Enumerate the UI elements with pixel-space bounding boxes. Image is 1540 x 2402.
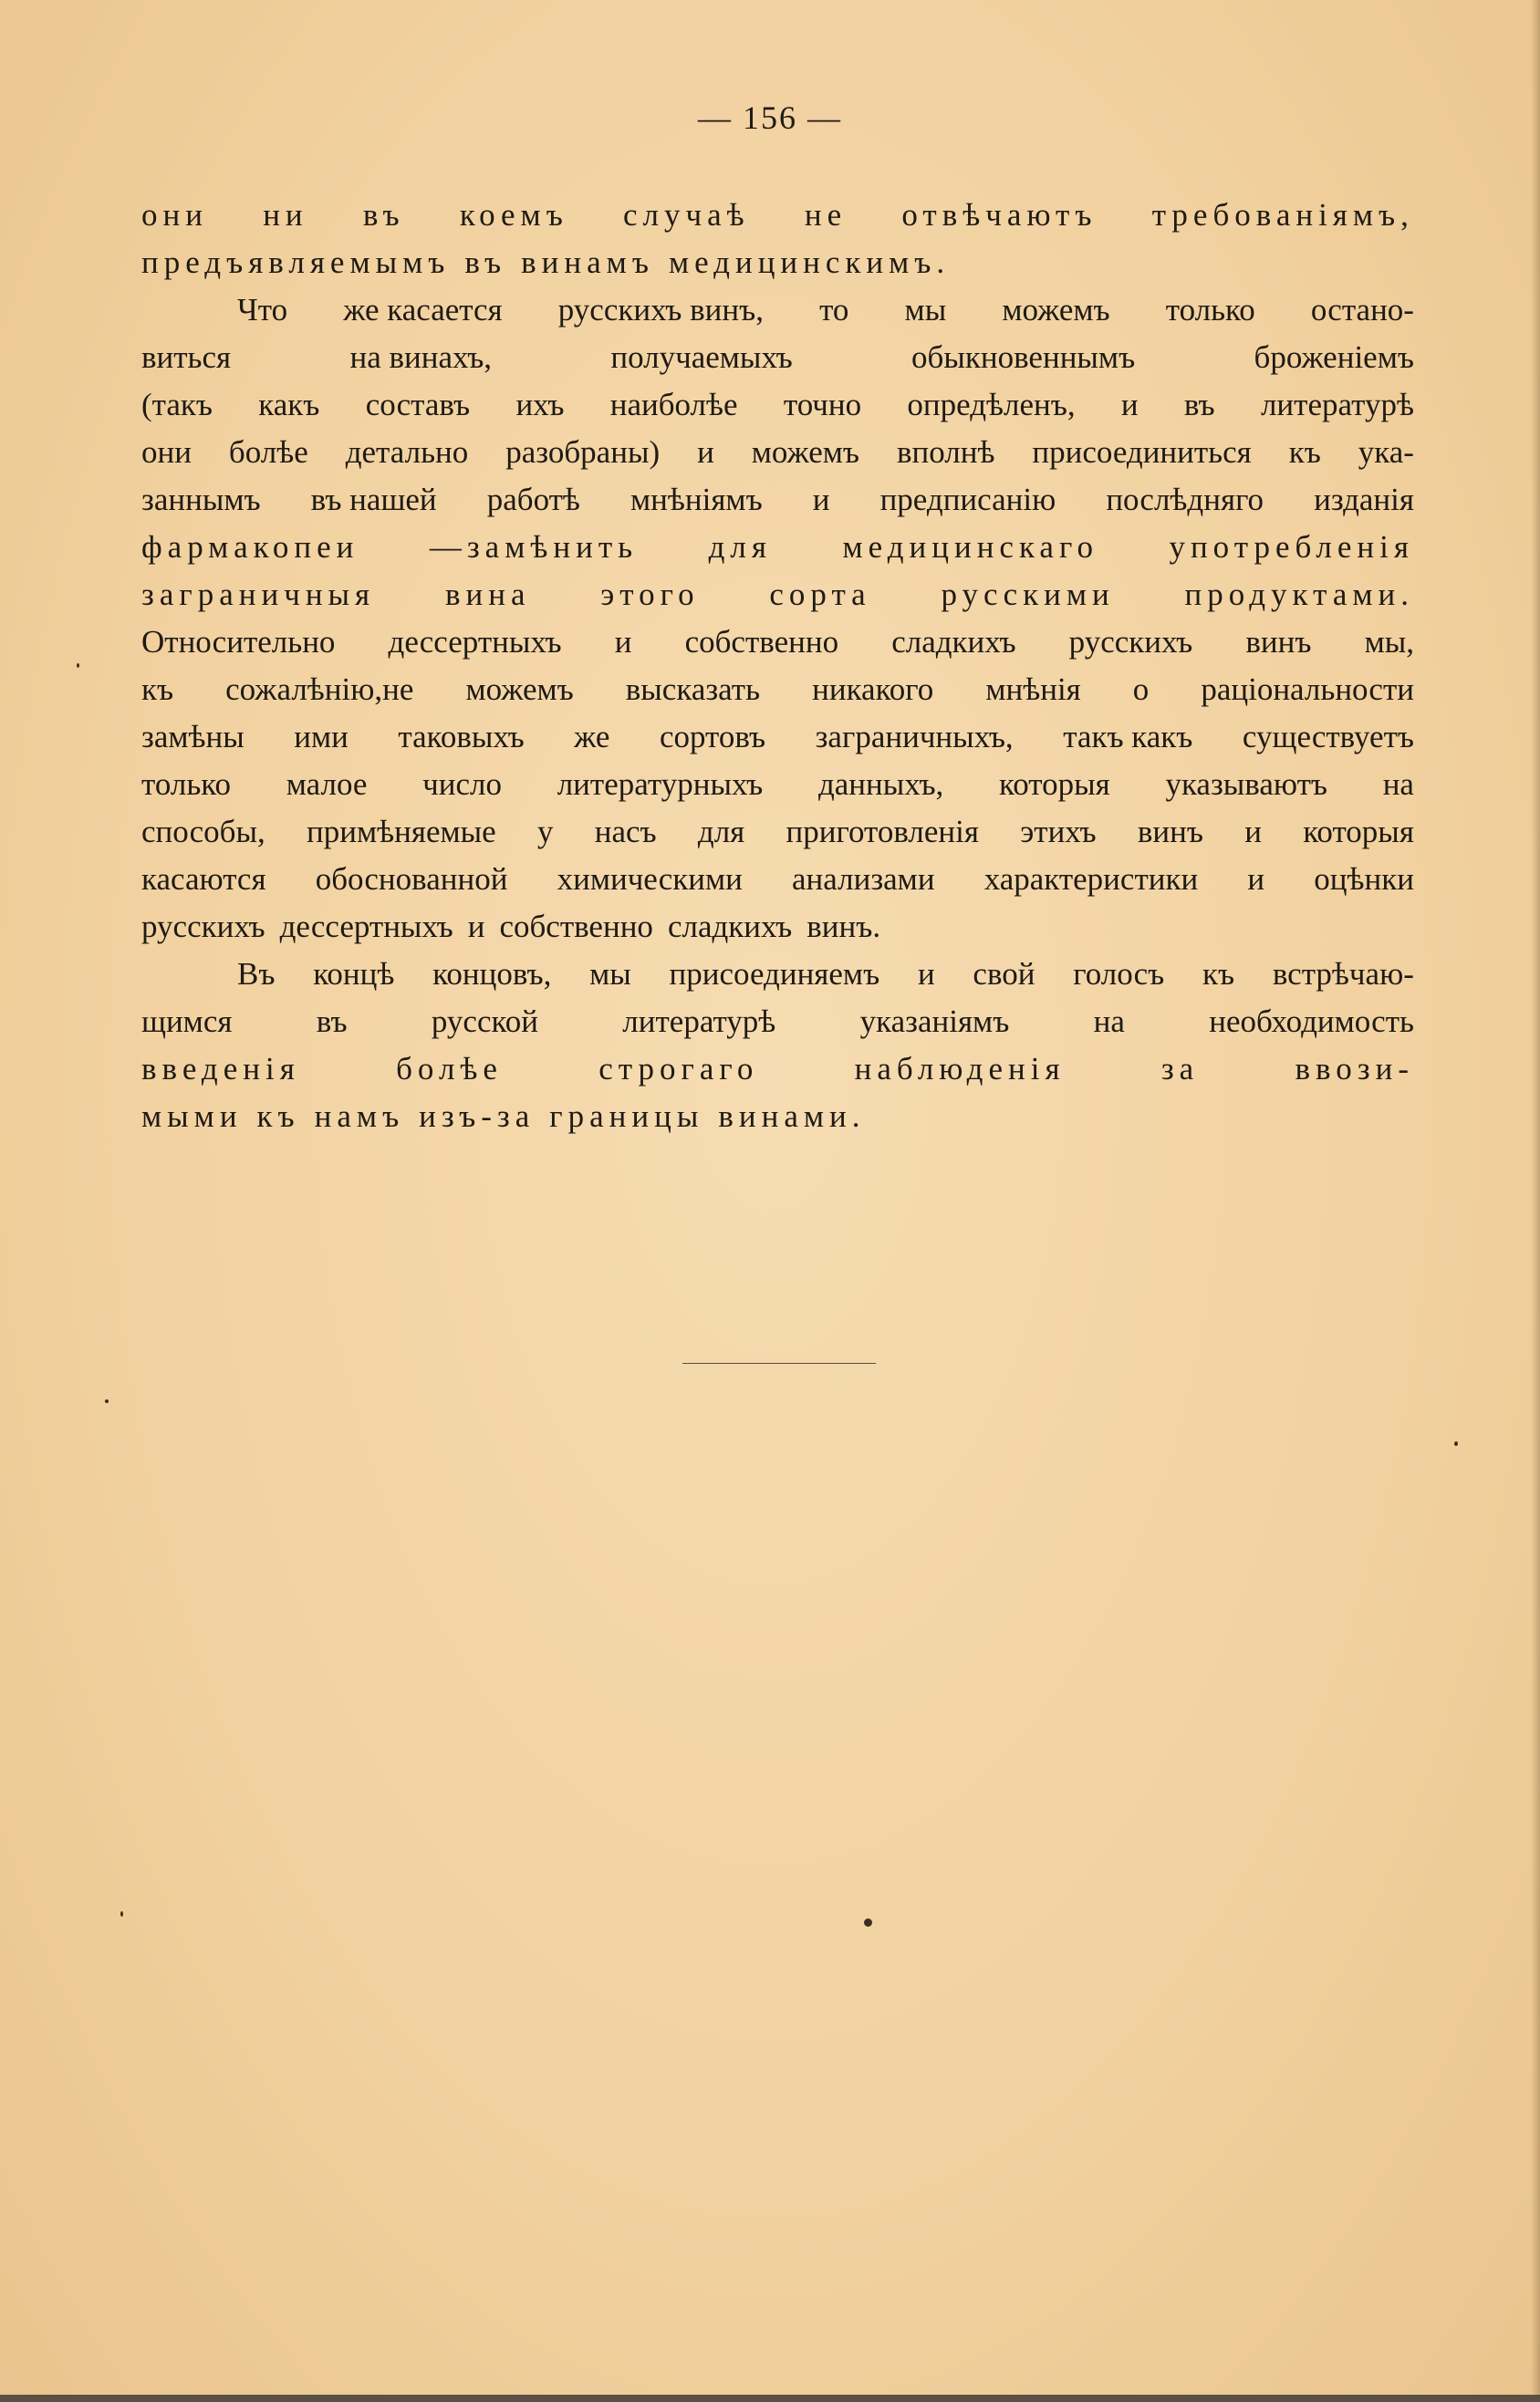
word: границы (549, 1098, 704, 1134)
word: русской (431, 1003, 538, 1039)
word: заграничныя (141, 577, 376, 612)
word: голосъ (1073, 956, 1165, 992)
text-line (141, 239, 1414, 286)
word: анализами (792, 861, 935, 897)
text-line (141, 761, 1414, 808)
text-line (141, 713, 1414, 761)
word: литературѣ (622, 1003, 776, 1039)
word: такъ какъ (1063, 719, 1193, 754)
word: мнѣніямъ (630, 482, 763, 517)
word: насъ (594, 814, 657, 849)
word: обыкновеннымъ (911, 339, 1136, 375)
word: ука- (1358, 434, 1414, 470)
word: броженіемъ (1254, 339, 1414, 375)
ink-speck (77, 663, 79, 668)
word: русскими (941, 577, 1115, 612)
word: на (1382, 766, 1414, 802)
ink-speck (1454, 1441, 1458, 1446)
word: болѣе (396, 1051, 503, 1087)
word: винами. (718, 1098, 866, 1134)
word: къ (1288, 434, 1321, 470)
word: таковыхъ (398, 719, 525, 754)
word: русскихъ (141, 909, 265, 944)
word: мыми (141, 1098, 243, 1134)
word: и (812, 482, 830, 517)
word: изданія (1314, 482, 1414, 517)
word: введенія (141, 1051, 300, 1087)
word: данныхъ, (817, 766, 944, 802)
word: сорта (769, 577, 871, 612)
text-line (141, 524, 1414, 571)
word: приготовленія (786, 814, 979, 849)
text-line (141, 619, 1414, 666)
word: только (141, 766, 232, 802)
word: химическими (557, 861, 743, 897)
word: дессертныхъ (388, 624, 562, 660)
word: они (141, 434, 192, 470)
word: способы, (141, 814, 265, 849)
text-line (141, 903, 1414, 951)
word: изъ-за (419, 1098, 536, 1134)
word: вина (444, 577, 531, 612)
word: мы, (1364, 624, 1414, 660)
word: точно (783, 387, 862, 422)
word: они (141, 197, 208, 233)
word: болѣе (228, 434, 308, 470)
word: дессертныхъ (279, 909, 453, 944)
text-line (141, 429, 1414, 476)
word: же (574, 719, 610, 754)
word: мы (904, 292, 947, 328)
word: сладкихъ (891, 624, 1016, 660)
word: отвѣчаютъ (901, 197, 1098, 233)
word: то (819, 292, 849, 328)
word: винъ (1245, 624, 1312, 660)
word: медицинскаго (842, 529, 1098, 565)
word: разобраны) (505, 434, 661, 470)
word: существуетъ (1242, 719, 1414, 754)
word: въ (316, 1003, 348, 1039)
word: концовъ, (432, 956, 552, 992)
word: случаѣ (623, 197, 750, 233)
word: указываютъ (1165, 766, 1327, 802)
word: фармакопеи (141, 529, 359, 565)
text-line (141, 666, 1414, 713)
word: заннымъ (141, 482, 261, 517)
word: которыя (1303, 814, 1414, 849)
text-line (141, 808, 1414, 856)
word: какъ (258, 387, 320, 422)
word: въ (1183, 387, 1215, 422)
word: малое (286, 766, 368, 802)
word: сожалѣнію,не (225, 671, 414, 707)
word: наиболѣе (609, 387, 738, 422)
word: ни (263, 197, 308, 233)
word: и (467, 909, 485, 944)
page-number: — 156 — (698, 99, 842, 136)
word: не (804, 197, 848, 233)
ink-speck (864, 1918, 872, 1927)
word: о (1132, 671, 1150, 707)
word: мы (589, 956, 631, 992)
page-edge-shadow (1531, 0, 1540, 2402)
word: въ (362, 197, 405, 233)
word: касаются (141, 861, 266, 897)
word: намъ (314, 1098, 405, 1134)
word: предъявляемымъ (141, 244, 451, 280)
word: —замѣнить (429, 529, 639, 565)
word: сортовъ (659, 719, 766, 754)
word: (такъ (141, 387, 213, 422)
word: наблюденія (854, 1051, 1066, 1087)
word: этихъ (1020, 814, 1097, 849)
word: Относительно (141, 624, 336, 660)
word: заграничныхъ, (815, 719, 1014, 754)
text-line (141, 286, 1414, 334)
word: характеристики (983, 861, 1199, 897)
word: концѣ (313, 956, 395, 992)
word: у (536, 814, 554, 849)
word: составъ (365, 387, 471, 422)
word: и (1247, 861, 1265, 897)
word: винъ (1137, 814, 1203, 849)
text-line (141, 192, 1414, 239)
word: литературныхъ (557, 766, 764, 802)
text-line (141, 1045, 1414, 1093)
word: присоединиться (1032, 434, 1252, 470)
text-line (141, 856, 1414, 903)
word: на (1093, 1003, 1125, 1039)
word: ввози- (1295, 1051, 1414, 1087)
word: винъ. (806, 909, 881, 944)
word: ими (294, 719, 349, 754)
text-line (141, 476, 1414, 524)
word: встрѣчаю- (1272, 956, 1414, 992)
word: работѣ (486, 482, 580, 517)
word: требованіямъ, (1151, 197, 1414, 233)
word: виться (141, 339, 232, 375)
word: можемъ (465, 671, 574, 707)
word: и (917, 956, 935, 992)
ink-speck (120, 1911, 123, 1917)
word: детально (345, 434, 469, 470)
word: обоснованной (315, 861, 508, 897)
word: за (1160, 1051, 1200, 1087)
word: ихъ (515, 387, 565, 422)
word: Что (237, 292, 288, 328)
word: для (697, 814, 745, 849)
word: никакого (812, 671, 934, 707)
word: примѣняемые (307, 814, 496, 849)
word: указаніямъ (859, 1003, 1010, 1039)
word: щимся (141, 1003, 233, 1039)
word: строгаго (598, 1051, 759, 1087)
word: собственно (499, 909, 653, 944)
word: и (697, 434, 714, 470)
page-bottom-edge (0, 2395, 1540, 2402)
word: только (1165, 292, 1255, 328)
word: на винахъ, (349, 339, 493, 375)
word: же касается (343, 292, 503, 328)
word: которыя (999, 766, 1110, 802)
word: присоединяемъ (669, 956, 880, 992)
word: Въ (237, 956, 276, 992)
word: въ (464, 244, 507, 280)
word: собственно (684, 624, 839, 660)
word: предписанію (879, 482, 1056, 517)
word: въ нашей (310, 482, 437, 517)
word: свой (973, 956, 1035, 992)
word: и (1120, 387, 1139, 422)
text-line (141, 571, 1414, 619)
word: оцѣнки (1314, 861, 1414, 897)
word: употребленія (1169, 529, 1414, 565)
word: и (1244, 814, 1262, 849)
word: къ (141, 671, 174, 707)
word: русскихъ винъ, (557, 292, 764, 328)
word: къ (1202, 956, 1235, 992)
word: мнѣнія (985, 671, 1081, 707)
text-line (141, 1093, 1414, 1140)
word: послѣдняго (1106, 482, 1264, 517)
word: можемъ (1002, 292, 1110, 328)
word: число (422, 766, 502, 802)
word: медицинскимъ. (668, 244, 951, 280)
word: сладкихъ (667, 909, 793, 944)
section-divider (682, 1363, 876, 1364)
ink-speck (105, 1399, 109, 1403)
word: продуктами. (1184, 577, 1414, 612)
word: опредѣленъ, (907, 387, 1076, 422)
word: необходимость (1209, 1003, 1414, 1039)
word: для (708, 529, 772, 565)
word: винамъ (521, 244, 654, 280)
word: остано- (1310, 292, 1414, 328)
text-line (141, 334, 1414, 381)
word: вполнѣ (896, 434, 995, 470)
word: къ (256, 1098, 300, 1134)
word: литературѣ (1260, 387, 1414, 422)
text-line (141, 998, 1414, 1045)
word: русскихъ (1068, 624, 1193, 660)
text-line (141, 951, 1414, 998)
text-line (141, 381, 1414, 429)
body-text (141, 192, 1414, 1140)
word: этого (600, 577, 700, 612)
word: коемъ (459, 197, 568, 233)
word: высказать (625, 671, 761, 707)
word: получаемыхъ (610, 339, 793, 375)
word: замѣны (141, 719, 245, 754)
word: и (614, 624, 632, 660)
word: раціональности (1201, 671, 1414, 707)
word: можемъ (751, 434, 860, 470)
